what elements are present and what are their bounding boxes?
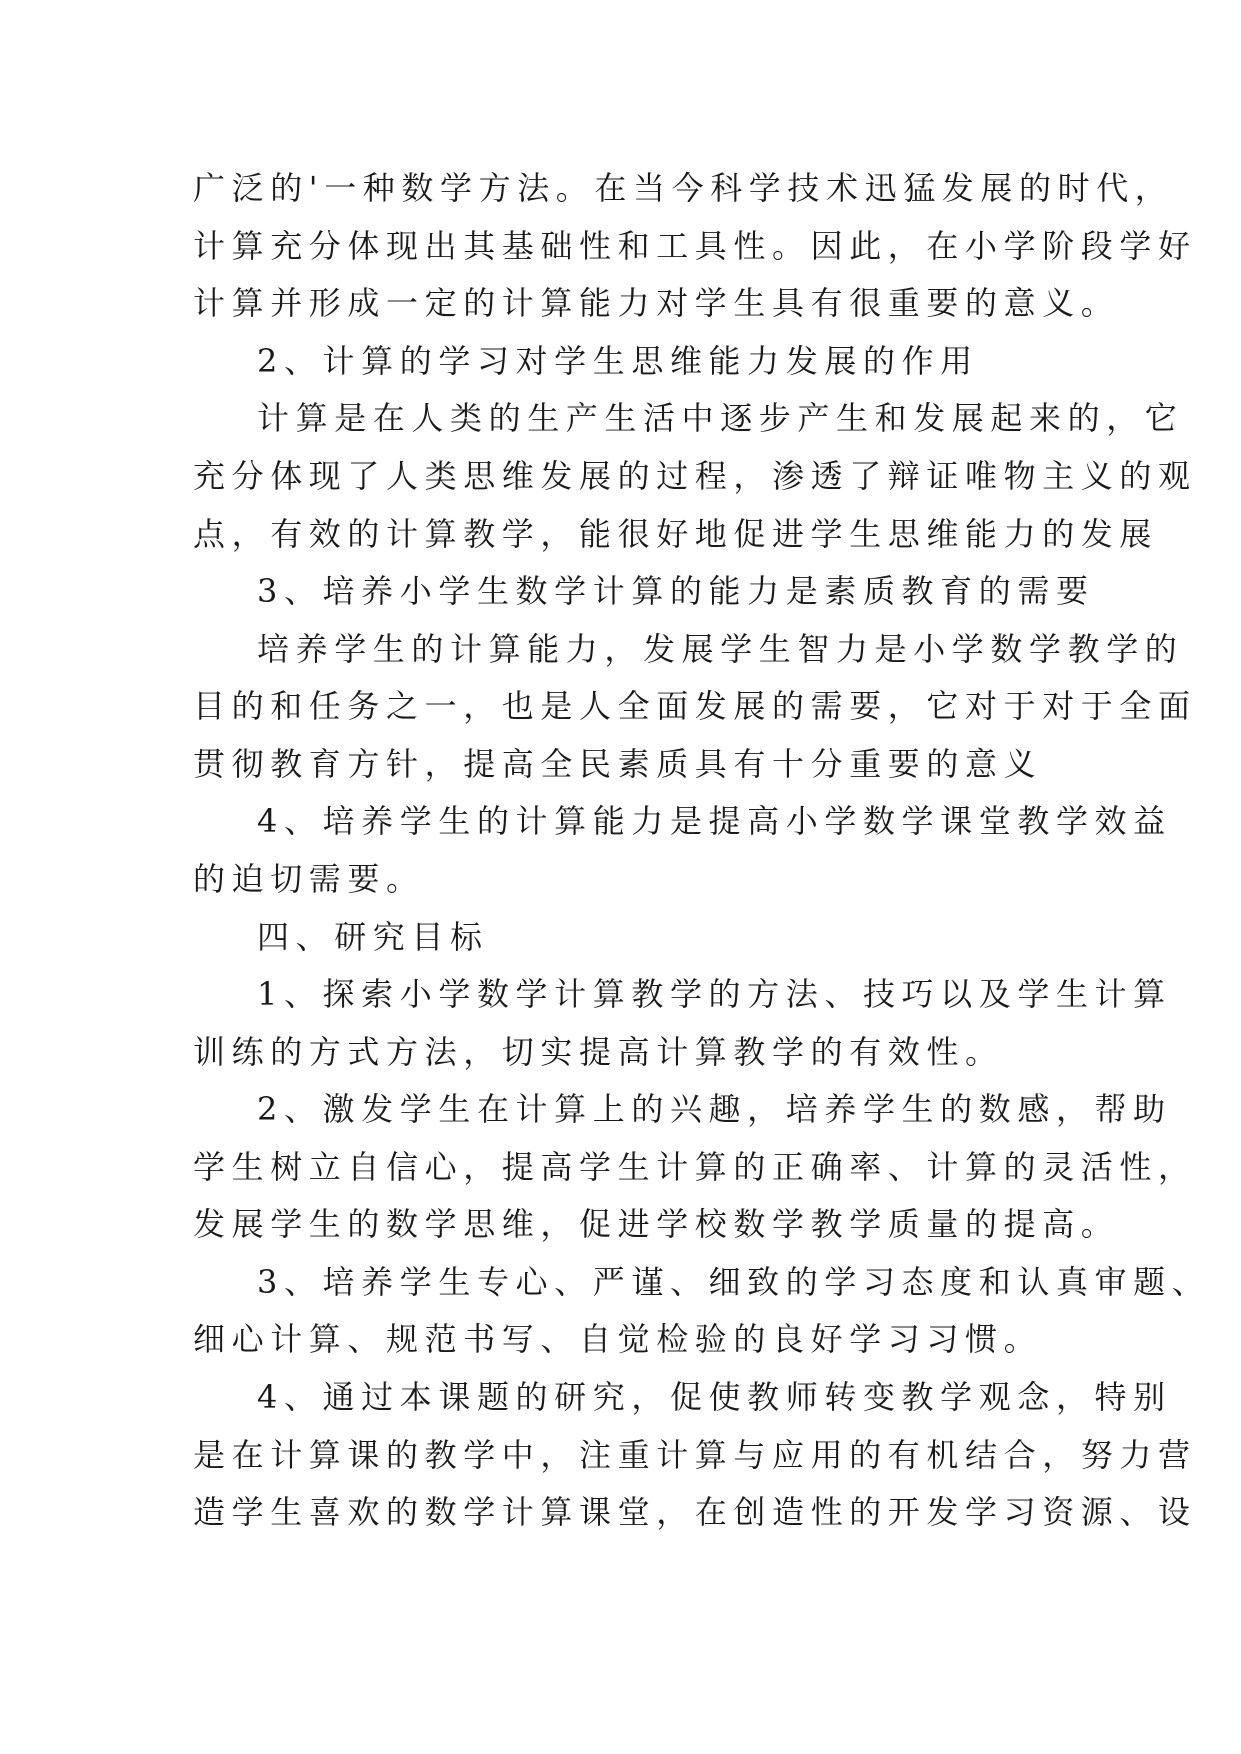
section-heading: 2、计算的学习对学生思维能力发展的作用 [257,342,979,380]
list-item: 3、培养学生专心、严谨、细致的学习态度和认真审题、 [257,1263,1211,1301]
text-line: 计算充分体现出其基础性和工具性。因此，在小学阶段学好 [193,227,1197,265]
text-line: 是在计算课的教学中，注重计算与应用的有机结合，努力营 [193,1436,1197,1474]
text-line: 目的和任务之一，也是人全面发展的需要，它对于对于全面 [193,687,1197,725]
text-line: 计算并形成一定的计算能力对学生具有很重要的意义。 [193,284,1120,322]
section-heading: 4、培养学生的计算能力是提高小学数学课堂教学效益 [257,802,1172,840]
text-line: 贯彻教育方针，提高全民素质具有十分重要的意义 [193,745,1043,783]
text-line: 细心计算、规范书写、自觉检验的良好学习习惯。 [193,1320,1043,1358]
text-line: 培养学生的计算能力，发展学生智力是小学数学教学的 [257,630,1184,668]
list-item: 1、探索小学数学计算教学的方法、技巧以及学生计算 [257,975,1172,1013]
list-item: 4、通过本课题的研究，促使教师转变教学观念，特别 [257,1378,1172,1416]
text-line: 点，有效的计算教学，能很好地促进学生思维能力的发展 [193,515,1159,553]
text-line: 学生树立自信心，提高学生计算的正确率、计算的灵活性， [193,1148,1197,1186]
list-item: 2、激发学生在计算上的兴趣，培养学生的数感，帮助 [257,1090,1172,1128]
section-heading: 3、培养小学生数学计算的能力是素质教育的需要 [257,572,1095,610]
text-line: 充分体现了人类思维发展的过程，渗透了辩证唯物主义的观 [193,457,1197,495]
section-heading: 四、研究目标 [257,918,489,956]
text-line: 的迫切需要。 [193,860,425,898]
text-line: 计算是在人类的生产生活中逐步产生和发展起来的，它 [257,399,1184,437]
text-line: 训练的方式方法，切实提高计算教学的有效性。 [193,1033,1004,1071]
text-line: 广泛的'一种数学方法。在当今科学技术迅猛发展的时代， [193,169,1174,207]
text-line: 造学生喜欢的数学计算课堂，在创造性的开发学习资源、设 [193,1493,1197,1531]
text-line: 发展学生的数学思维，促进学校数学教学质量的提高。 [193,1205,1120,1243]
